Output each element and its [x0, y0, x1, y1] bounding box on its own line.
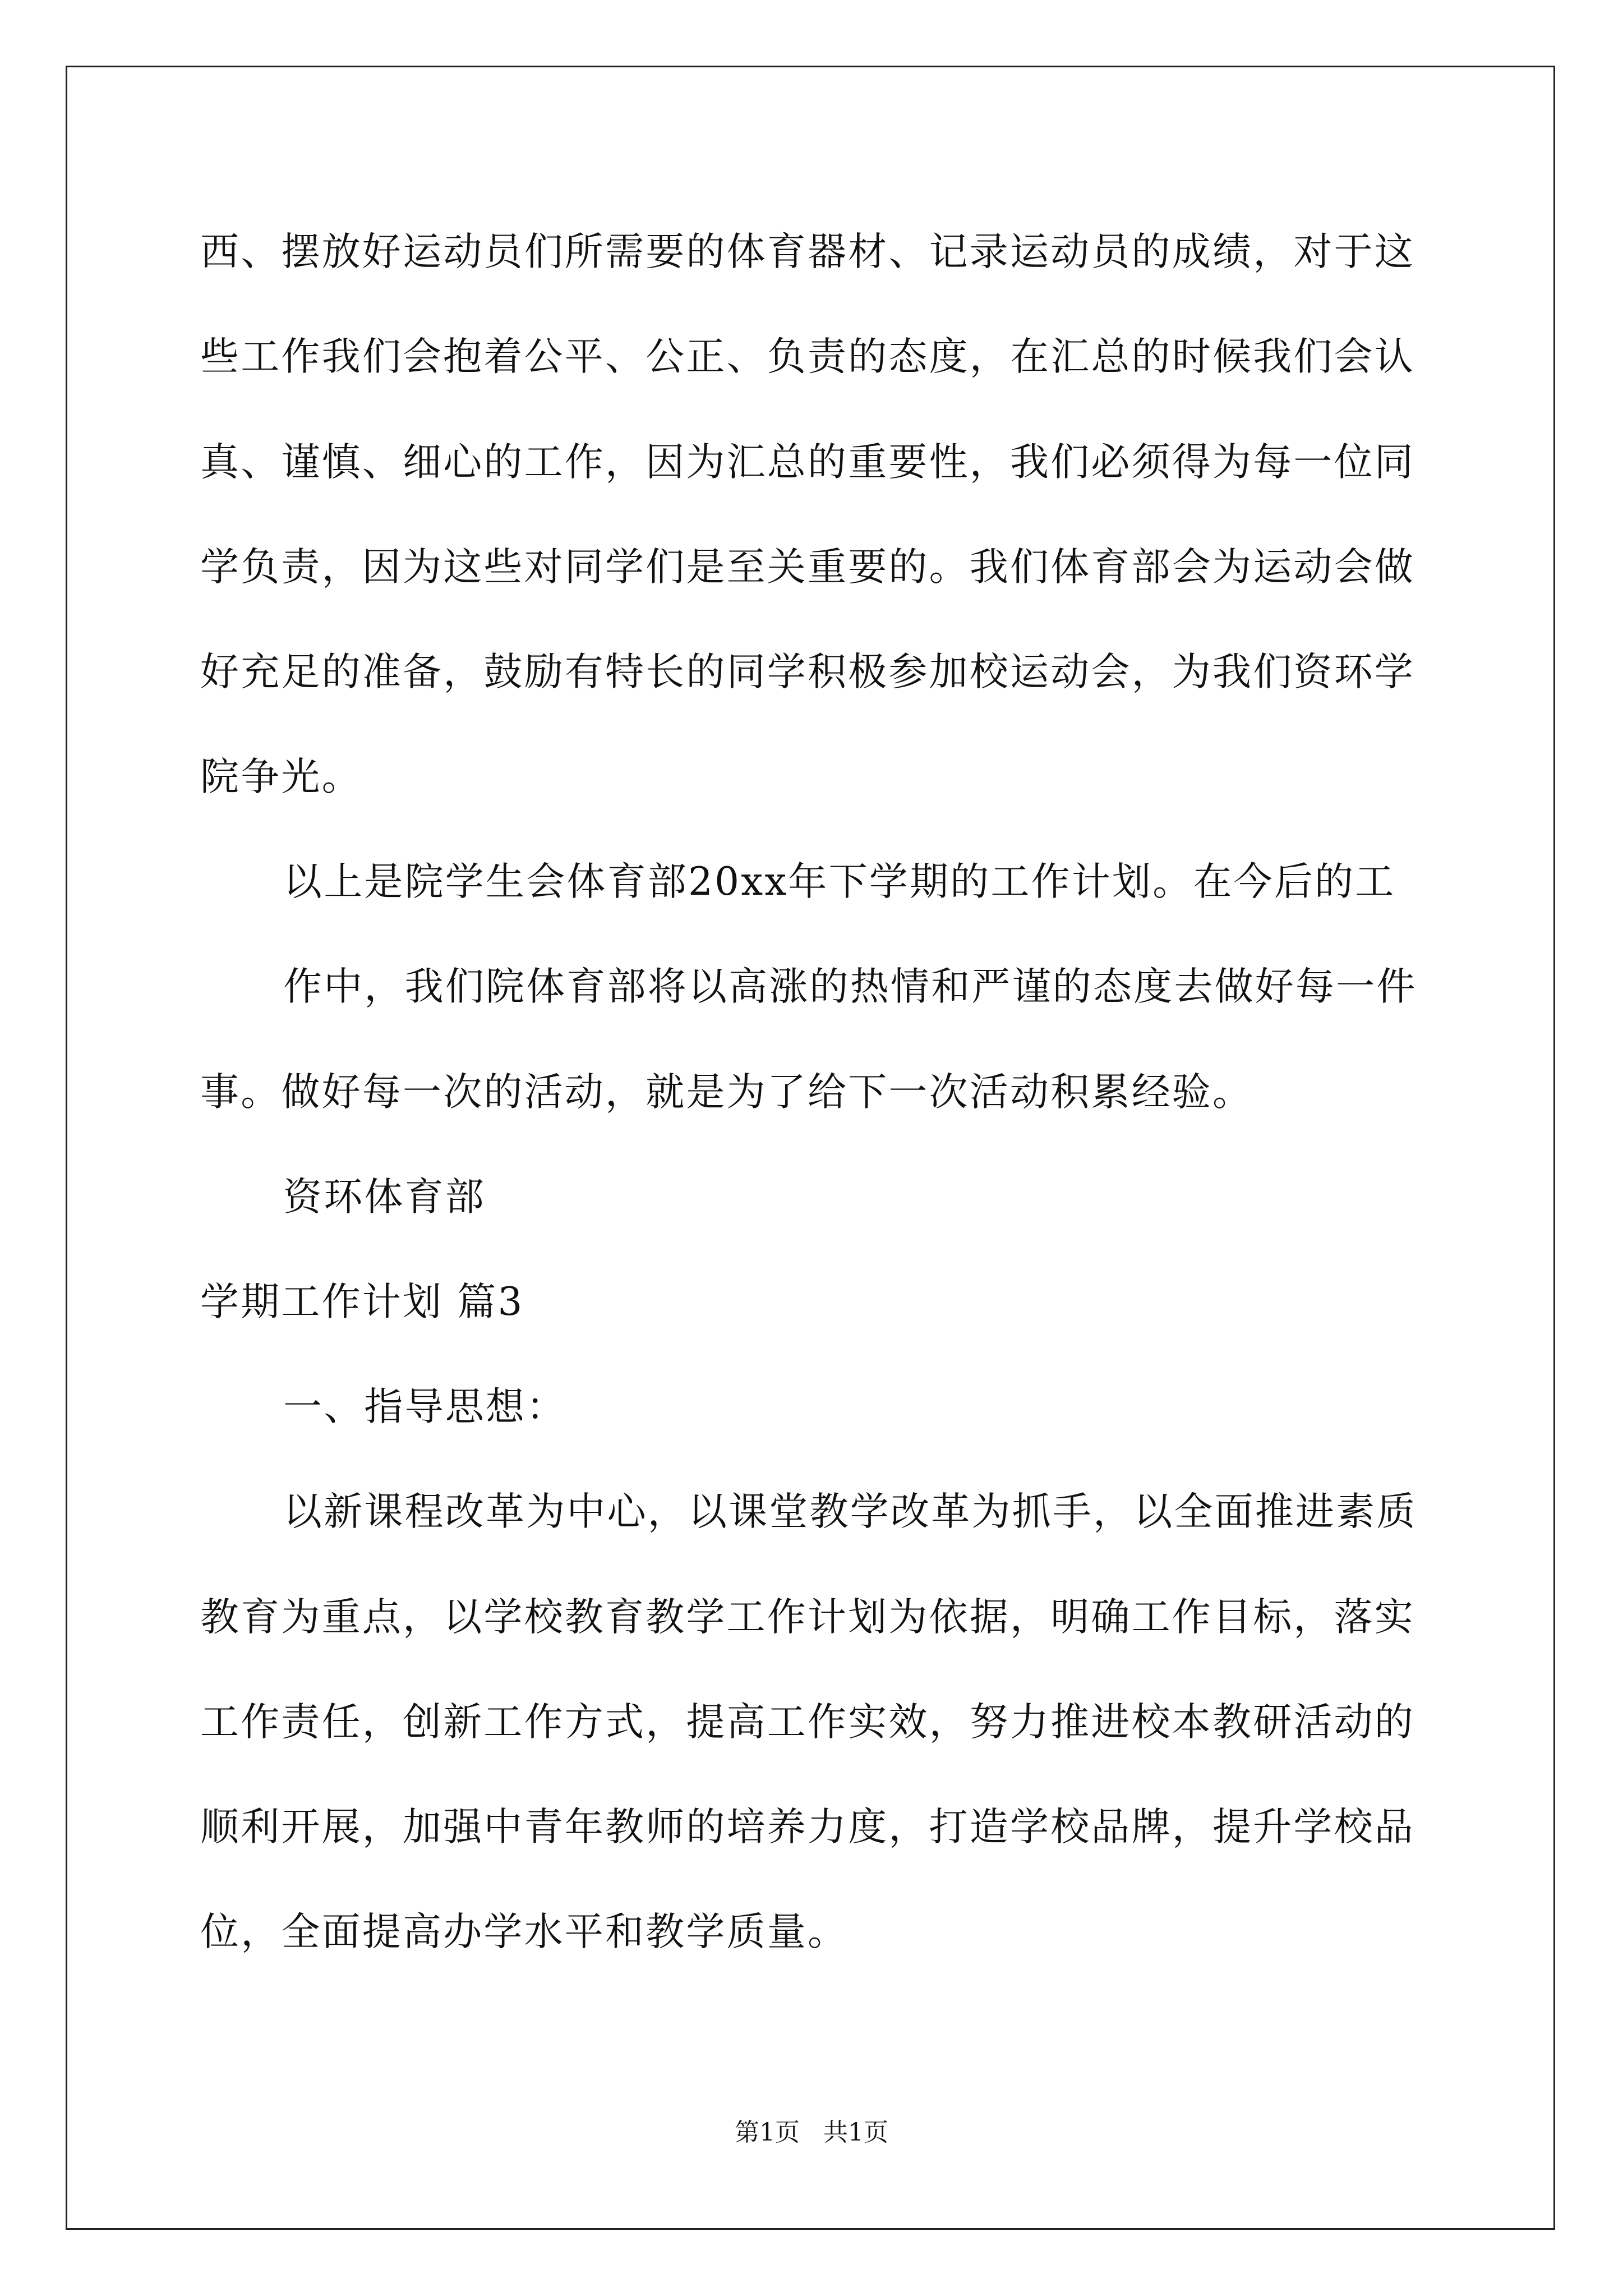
body-text-line: 顺利开展，加强中青年教师的培养力度，打造学校品牌，提升学校品: [200, 1805, 1415, 1849]
body-text-line: 西、摆放好运动员们所需要的体育器材、记录运动员的成绩，对于这: [200, 229, 1415, 274]
page-footer: 第1页 共1页: [735, 2118, 888, 2147]
section-heading: 学期工作计划 篇3: [200, 1280, 524, 1324]
body-text-line: 以上是院学生会体育部20xx年下学期的工作计划。在今后的工: [283, 859, 1396, 904]
body-text-line: 教育为重点，以学校教育教学工作计划为依据，明确工作目标，落实: [200, 1595, 1415, 1640]
body-text-line: 位，全面提高办学水平和教学质量。: [200, 1910, 849, 1954]
subsection-heading: 一、指导思想：: [283, 1384, 567, 1429]
page-border: [66, 66, 1555, 2230]
body-text-line: 学负责，因为这些对同学们是至关重要的。我们体育部会为运动会做: [200, 545, 1415, 590]
body-text-line: 好充足的准备，鼓励有特长的同学积极参加校运动会，为我们资环学: [200, 650, 1415, 694]
body-text-line: 以新课程改革为中心，以课堂教学改革为抓手，以全面推进素质: [283, 1489, 1417, 1534]
signature-line: 资环体育部: [283, 1175, 486, 1220]
body-text-line: 真、谨慎、细心的工作，因为汇总的重要性，我们必须得为每一位同: [200, 440, 1415, 485]
body-text-line: 院争光。: [200, 754, 362, 799]
body-text-line: 作中，我们院体育部将以高涨的热情和严谨的态度去做好每一件: [283, 964, 1417, 1009]
body-text-line: 些工作我们会抱着公平、公正、负责的态度，在汇总的时候我们会认: [200, 334, 1415, 379]
body-text-line: 事。做好每一次的活动，就是为了给下一次活动积累经验。: [200, 1070, 1253, 1115]
body-text-line: 工作责任，创新工作方式，提高工作实效，努力推进校本教研活动的: [200, 1700, 1415, 1745]
